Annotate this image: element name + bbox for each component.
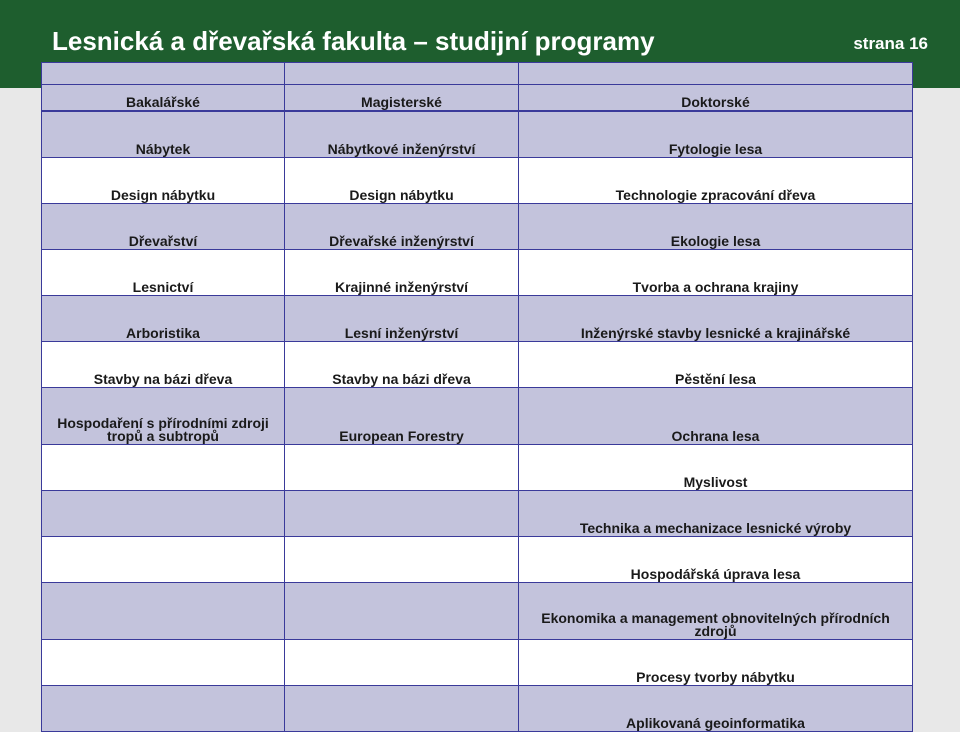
table-cell [285, 537, 519, 583]
table-cell: Ochrana lesa [519, 388, 913, 445]
table-cell: Design nábytku [42, 158, 285, 204]
table-row [42, 204, 913, 250]
table-cell [285, 445, 519, 491]
table-row [42, 250, 913, 296]
table-row [42, 640, 913, 686]
table-cell [285, 491, 519, 537]
table-row [42, 686, 913, 732]
table-cell: Design nábytku [285, 158, 519, 204]
table-cell: Pěstění lesa [519, 342, 913, 388]
table-row [42, 296, 913, 342]
table-cell [42, 63, 285, 85]
table-cell [285, 583, 519, 640]
table-cell: Aplikovaná geoinformatika [519, 686, 913, 732]
table-cell: Stavby na bázi dřeva [42, 342, 285, 388]
table-cell: Stavby na bázi dřeva [285, 342, 519, 388]
table-cell: Procesy tvorby nábytku [519, 640, 913, 686]
table-header-row [42, 85, 913, 112]
table-cell: European Forestry [285, 388, 519, 445]
table-cell [42, 445, 285, 491]
table-cell [285, 63, 519, 85]
table-row [42, 445, 913, 491]
table-cell: Technologie zpracování dřeva [519, 158, 913, 204]
study-programs-table [41, 62, 913, 732]
table-cell [42, 491, 285, 537]
table-cell: Inženýrské stavby lesnické a krajinářské [519, 296, 913, 342]
column-header-doctoral: Doktorské [519, 85, 913, 112]
table-row [42, 491, 913, 537]
table-cell: Lesnictví [42, 250, 285, 296]
table-cell [285, 640, 519, 686]
table-cell [42, 583, 285, 640]
table-row [42, 342, 913, 388]
table-cell: Dřevařství [42, 204, 285, 250]
table-cell: Nábytek [42, 111, 285, 158]
table-cell: Nábytkové inženýrství [285, 111, 519, 158]
table-row [42, 158, 913, 204]
table-cell: Arboristika [42, 296, 285, 342]
table-cell: Technika a mechanizace lesnické výroby [519, 491, 913, 537]
table-row [42, 388, 913, 445]
slide-title: Lesnická a dřevařská fakulta – studijní programy [52, 26, 655, 56]
table-cell: Ekologie lesa [519, 204, 913, 250]
column-header-bachelor: Bakalářské [42, 85, 285, 112]
table-row [42, 583, 913, 640]
table-cell: Ekonomika a management obnovitelných přírodních zdrojů [519, 583, 913, 640]
table-cell: Dřevařské inženýrství [285, 204, 519, 250]
table-cell: Fytologie lesa [519, 111, 913, 158]
column-header-master: Magisterské [285, 85, 519, 112]
table-spacer-row [42, 63, 913, 85]
table-cell [42, 537, 285, 583]
table-cell [42, 640, 285, 686]
table-cell: Hospodářská úprava lesa [519, 537, 913, 583]
table-cell: Krajinné inženýrství [285, 250, 519, 296]
table-cell: Myslivost [519, 445, 913, 491]
table-cell [42, 686, 285, 732]
table-cell [519, 63, 913, 85]
table-cell: Lesní inženýrství [285, 296, 519, 342]
table-cell [285, 686, 519, 732]
table-cell: Hospodaření s přírodními zdroji tropů a subtropů [42, 388, 285, 445]
page-number: strana 16 [853, 34, 928, 53]
table-row [42, 111, 913, 158]
table-row [42, 537, 913, 583]
table-cell: Tvorba a ochrana krajiny [519, 250, 913, 296]
